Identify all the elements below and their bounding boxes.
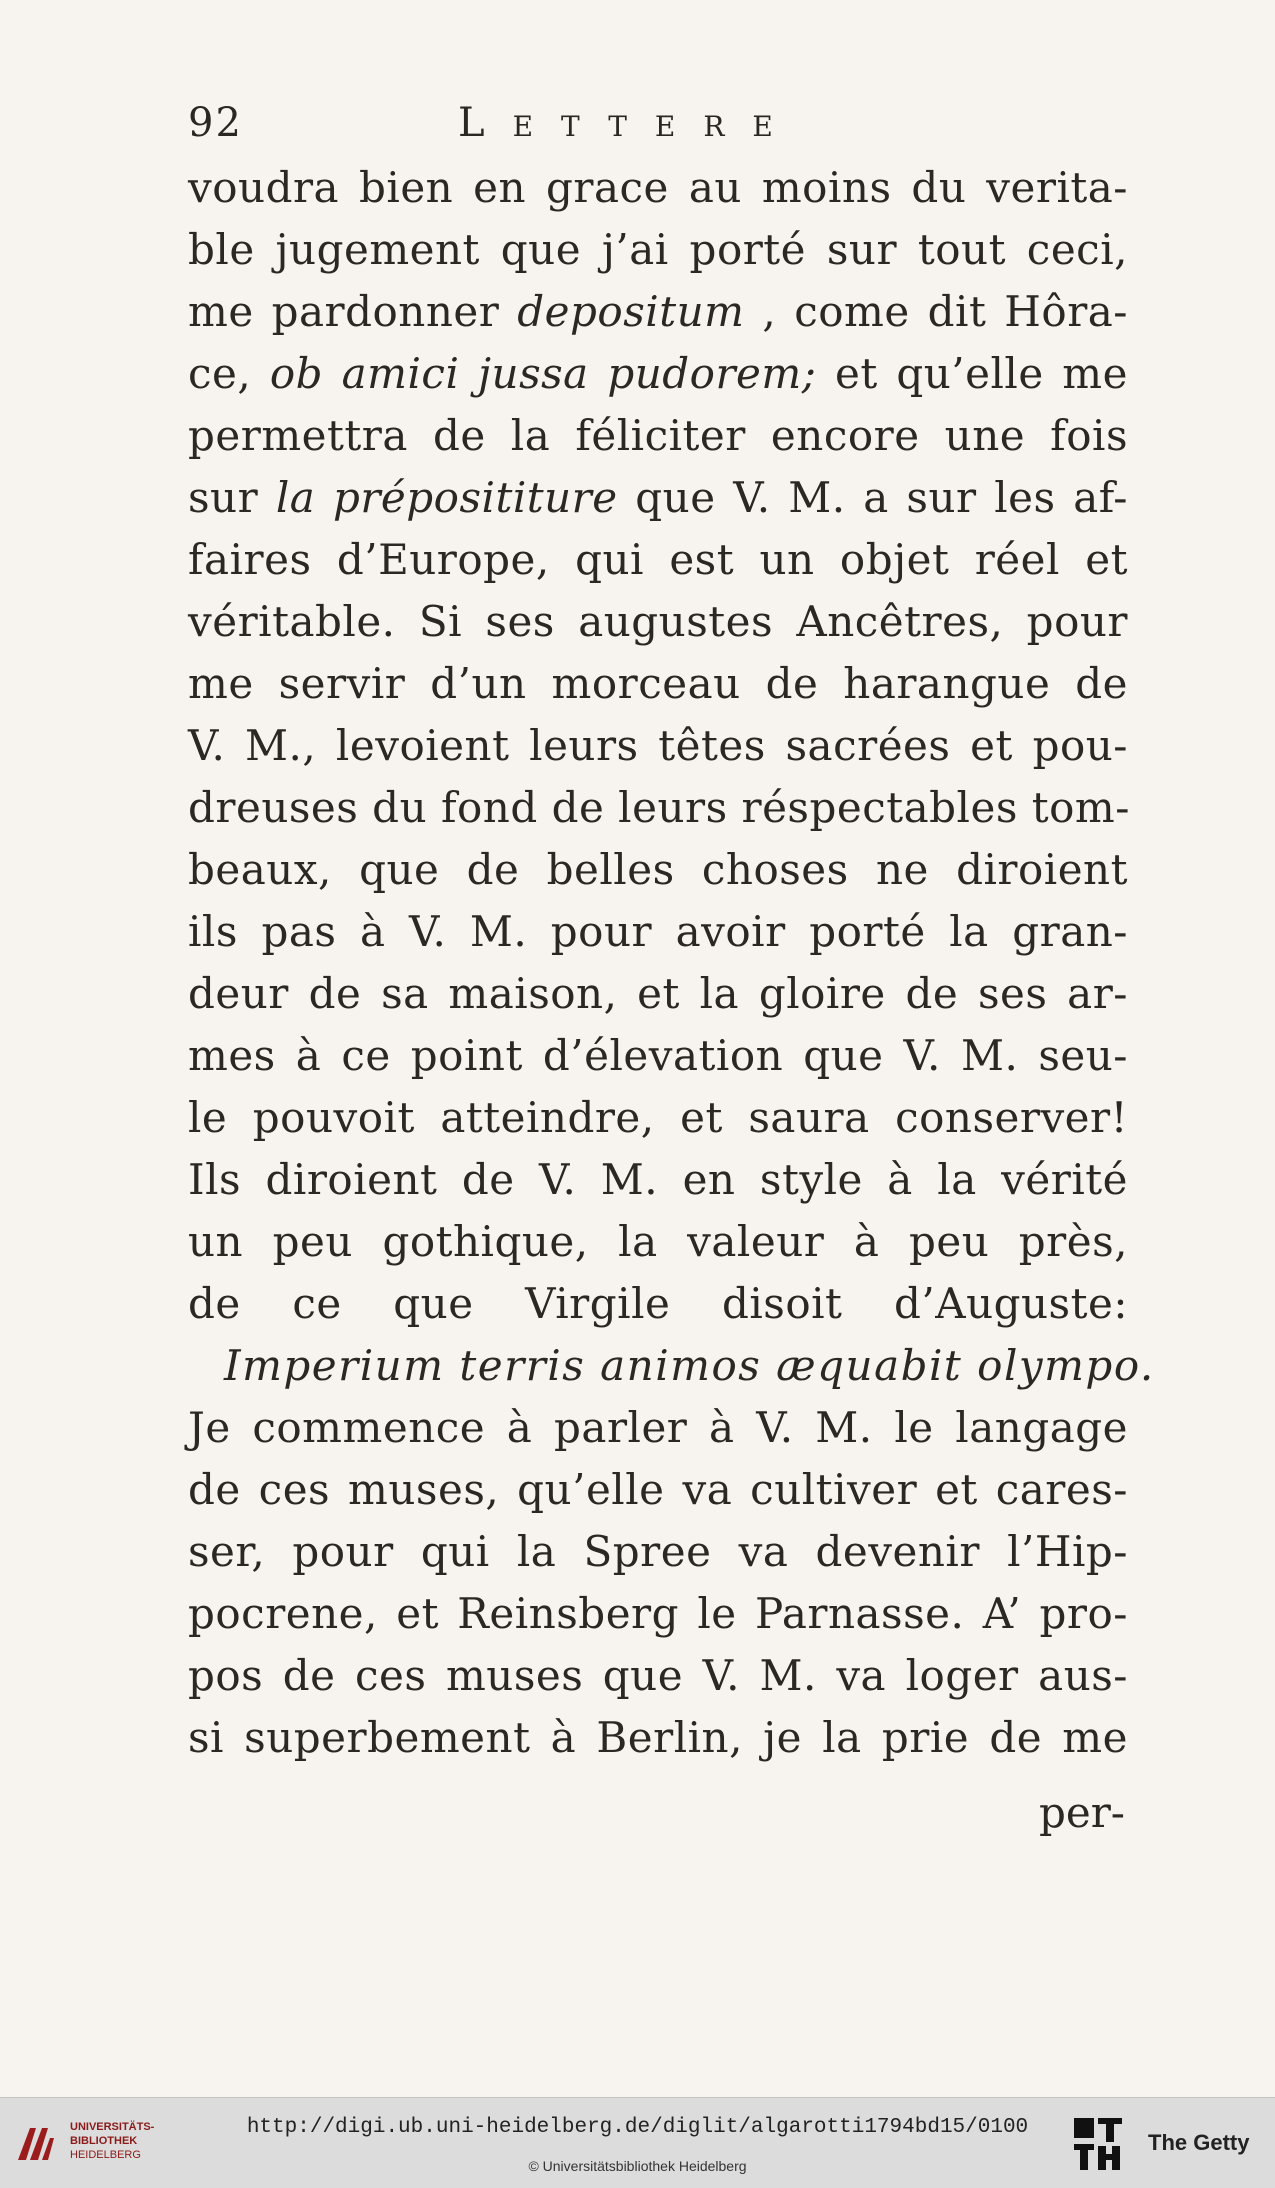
text-line: voudra bien en grace au moins du verita-: [188, 163, 1128, 212]
viewer-footer: [0, 2097, 1275, 2188]
getty-logo-icon: [1072, 2116, 1124, 2172]
text-line: de ces muses, qu’elle va cultiver et cares-: [188, 1465, 1128, 1514]
text-line: ce, ob amici jussa pudorem; et qu’elle me: [188, 349, 1128, 398]
text-line: ble jugement que j’ai porté sur tout ceci,: [188, 225, 1128, 274]
text-line: Je commence à parler à V. M. le langage: [188, 1403, 1128, 1452]
text-line: ils pas à V. M. pour avoir porté la gran-: [188, 907, 1128, 956]
text-line: de ce que Virgile disoit d’Auguste:: [188, 1279, 1128, 1328]
text-line: beaux, que de belles choses ne diroient: [188, 845, 1128, 894]
text-line: si superbement à Berlin, je la prie de me: [188, 1713, 1128, 1762]
text-line: véritable. Si ses augustes Ancêtres, pour: [188, 597, 1128, 646]
text-line: sur la préposititure que V. M. a sur les af-: [188, 473, 1128, 522]
text-line: ser, pour qui la Spree va devenir l’Hip-: [188, 1527, 1128, 1576]
text-line: me pardonner depositum , come dit Hôra-: [188, 287, 1128, 336]
verse-quotation: Imperium terris animos æquabit olympo.: [224, 1341, 1155, 1390]
text-line: Ils diroient de V. M. en style à la vérité: [188, 1155, 1128, 1204]
text-line: pocrene, et Reinsberg le Parnasse. A’ pro-: [188, 1589, 1128, 1638]
library-name: UNIVERSITÄTS- BIBLIOTHEK HEIDELBERG: [70, 2121, 155, 2161]
page-number: 92: [188, 100, 243, 146]
catchword: per-: [1038, 1788, 1125, 1837]
text-line: le pouvoit atteindre, et saura conserver!: [188, 1093, 1128, 1142]
text-line: permettra de la féliciter encore une fois: [188, 411, 1128, 460]
text-line: mes à ce point d’élevation que V. M. seu-: [188, 1031, 1128, 1080]
permalink-url[interactable]: http://digi.ub.uni-heidelberg.de/diglit/algarotti1794bd15/0100: [246, 2116, 1029, 2139]
text-line: V. M., levoient leurs têtes sacrées et pou-: [188, 721, 1128, 770]
body-text: [188, 157, 1155, 1769]
text-line: deur de sa maison, et la gloire de ses ar-: [188, 969, 1128, 1018]
page-header: [188, 100, 1128, 160]
getty-name: The Getty: [1148, 2130, 1250, 2155]
text-line: un peu gothique, la valeur à peu près,: [188, 1217, 1128, 1266]
text-line: faires d’Europe, qui est un objet réel et: [188, 535, 1128, 584]
copyright-notice: © Universitätsbibliothek Heidelberg: [528, 2158, 747, 2174]
text-line: me servir d’un morceau de harangue de: [188, 659, 1128, 708]
running-head: Lettere: [458, 100, 801, 146]
text-line: pos de ces muses que V. M. va loger aus-: [188, 1651, 1128, 1700]
text-line: dreuses du fond de leurs réspectables tom-: [188, 783, 1130, 832]
